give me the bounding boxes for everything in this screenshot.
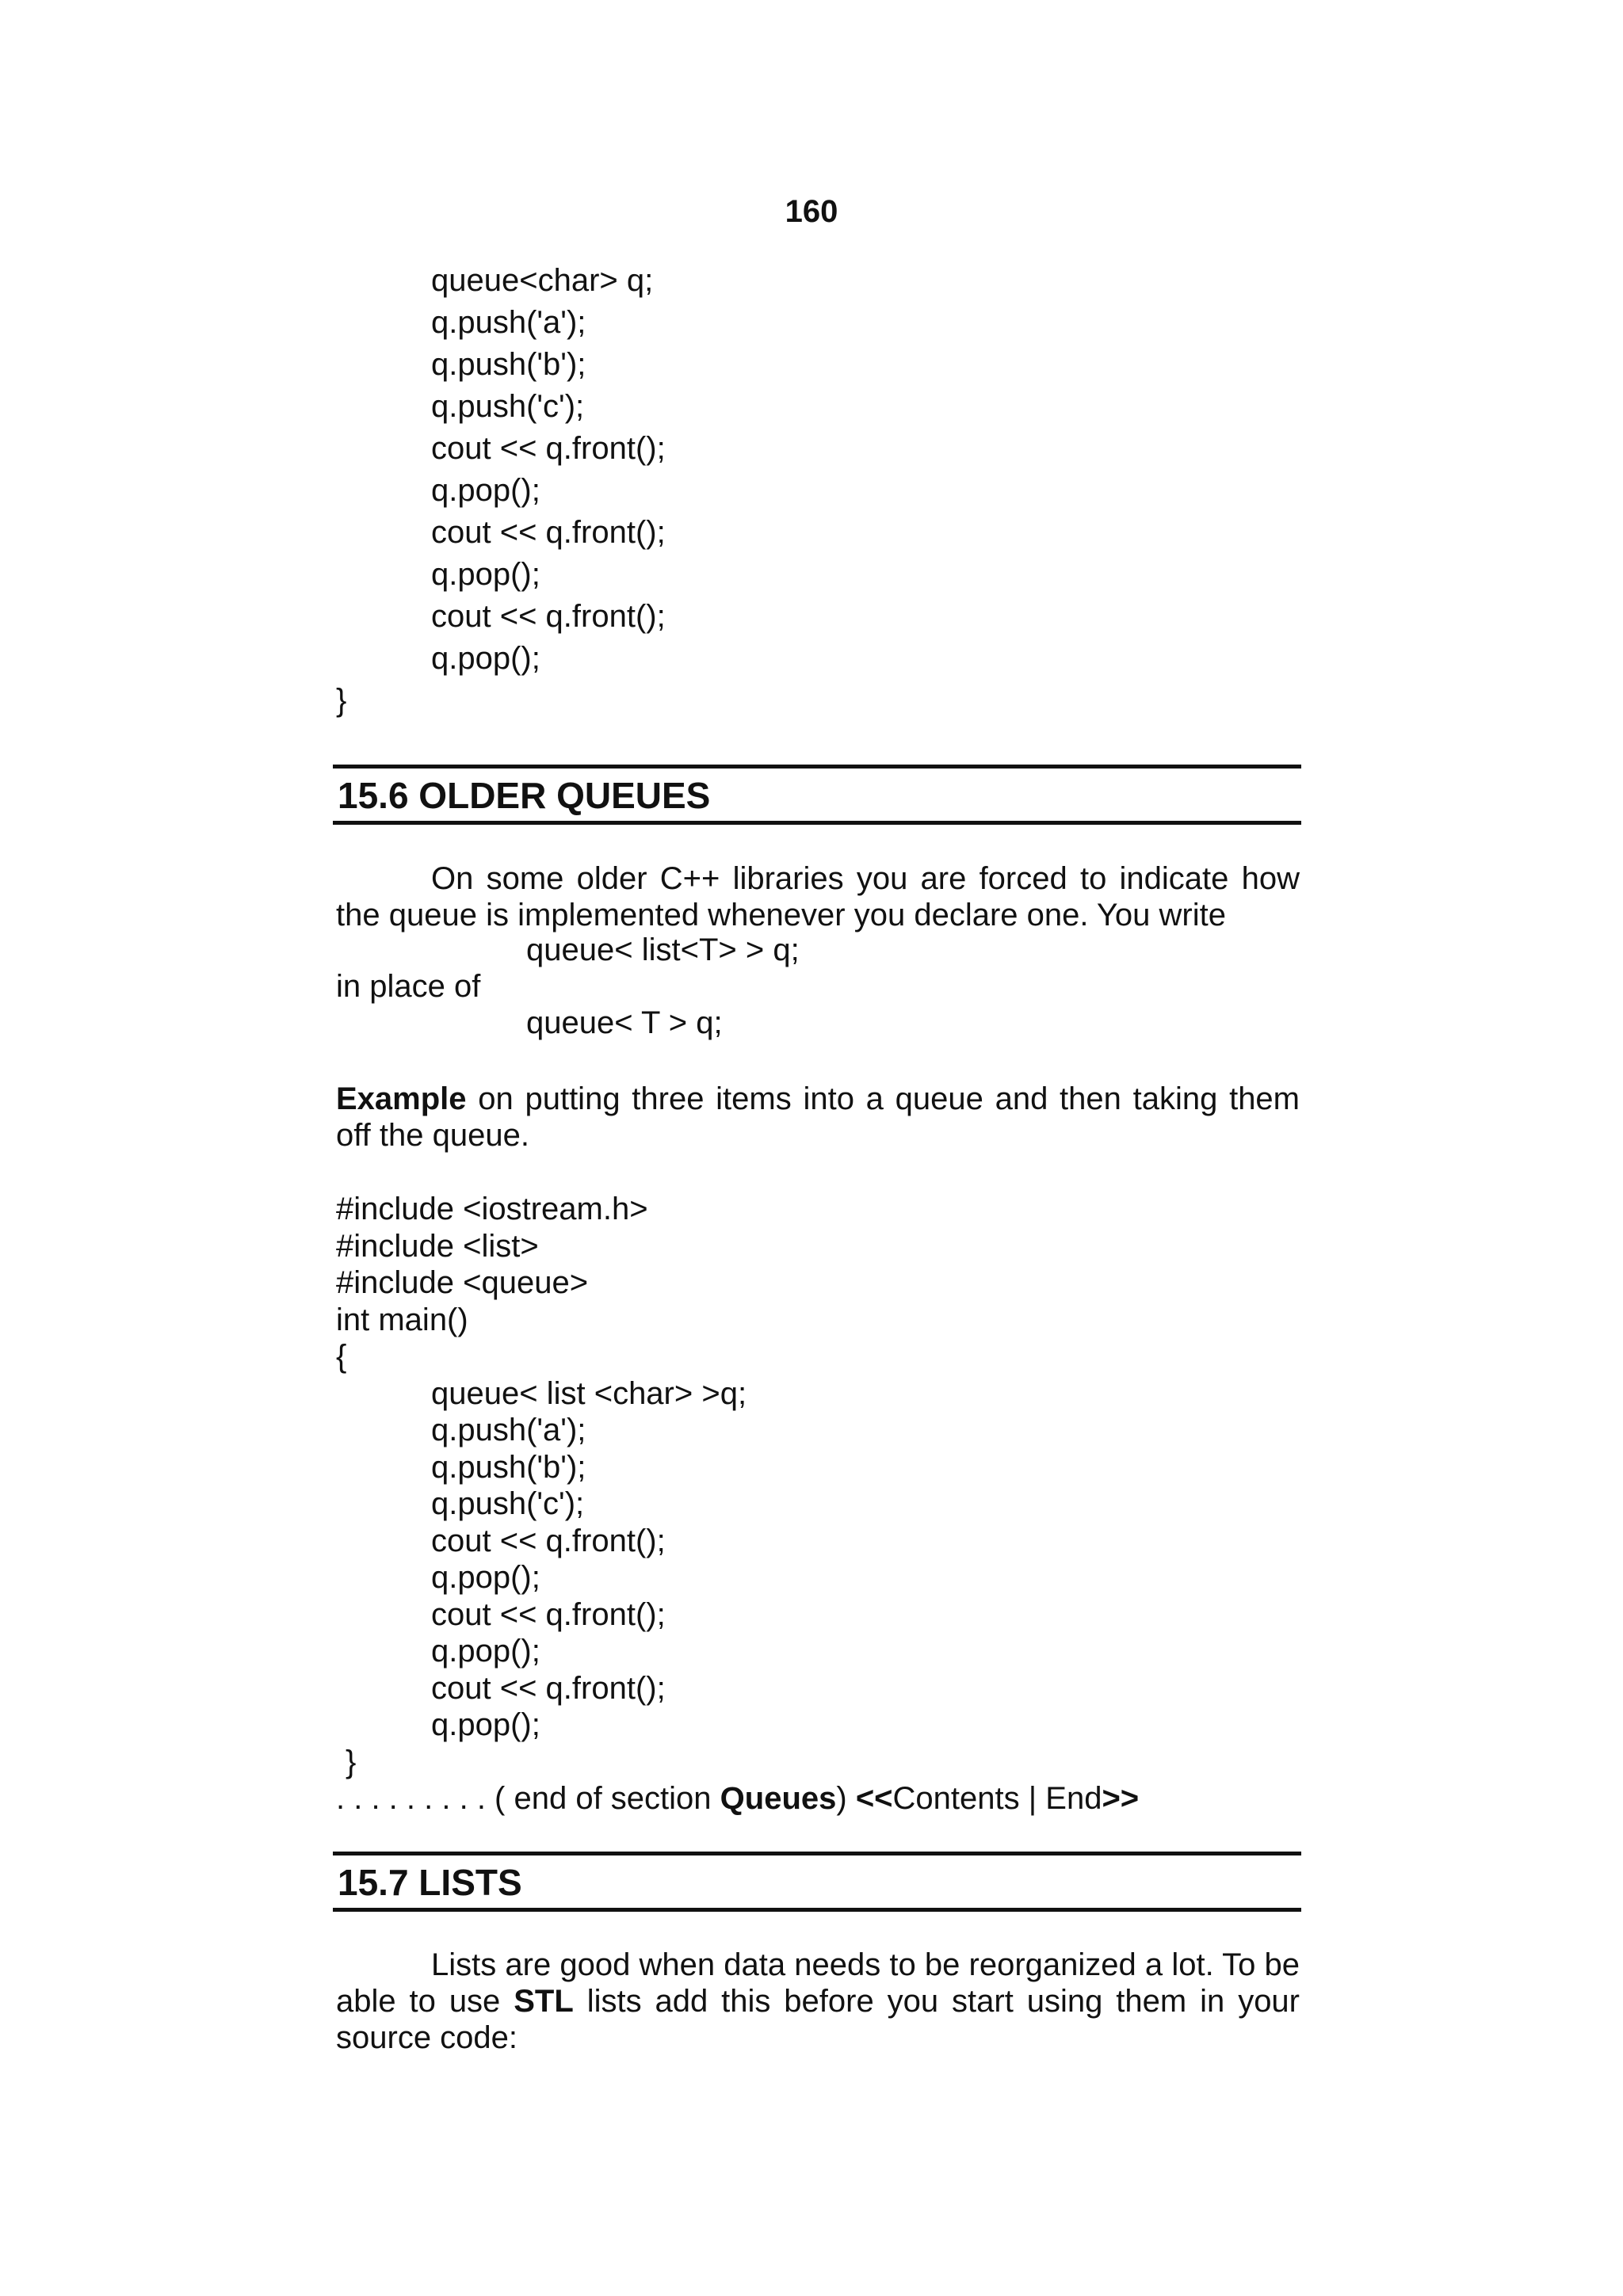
code-line: queue< list<T> > q; [526, 933, 800, 967]
code-line: cout << q.front(); [431, 1670, 666, 1706]
stl-bold: STL [514, 1984, 574, 2019]
nav-close-arrows: >> [1102, 1781, 1140, 1816]
code-line: q.pop(); [431, 1707, 540, 1742]
code-line: q.pop(); [431, 473, 540, 508]
code-line: #include <queue> [336, 1265, 589, 1300]
paragraph-text: On some older C++ libraries you are forced to indicate how the queue is implemented whenever you declare one. You write [336, 861, 1300, 933]
code-line: cout << q.front(); [431, 599, 666, 634]
code-line: queue< T > q; [526, 1005, 723, 1040]
code-line: q.push('c'); [431, 389, 585, 424]
code-block-top [336, 260, 1300, 722]
example-text: on putting three items into a queue and then taking them off the queue. [336, 1081, 1300, 1153]
end-paren: ) [836, 1781, 856, 1816]
code-line: q.push('b'); [431, 1449, 586, 1485]
end-of-section-line [336, 1780, 1300, 1817]
end-section-name: Queues [720, 1781, 837, 1816]
code-closing-brace: } [336, 683, 347, 718]
code-line: q.push('b'); [431, 347, 586, 382]
older-queues-paragraph [336, 860, 1300, 933]
nav-open-arrows: << [855, 1781, 893, 1816]
code-line: q.push('a'); [431, 305, 586, 340]
code-line: int main() [336, 1302, 468, 1337]
example-paragraph [336, 1081, 1300, 1154]
section-heading-lists: 15.7 LISTS [333, 1852, 1301, 1912]
example-label: Example [336, 1081, 467, 1116]
code-line: q.push('a'); [431, 1413, 586, 1447]
section-heading-older-queues: 15.6 OLDER QUEUES [333, 765, 1301, 825]
paragraph-text [336, 1947, 1300, 2056]
nav-contents-link[interactable]: Contents [892, 1781, 1020, 1816]
code-closing-brace: } [346, 1744, 357, 1779]
code-line: cout << q.front(); [431, 1523, 666, 1558]
code-block-example [336, 1191, 1300, 1817]
page-number: 160 [785, 194, 838, 229]
code-line: { [336, 1339, 347, 1374]
code-line: cout << q.front(); [431, 515, 666, 550]
nav-separator: | [1019, 1781, 1046, 1816]
code-line: q.pop(); [431, 641, 540, 676]
nav-end-link[interactable]: End [1045, 1781, 1102, 1816]
end-dots: . . . . . . . . . ( end of section [336, 1781, 720, 1816]
code-line: #include <list> [336, 1228, 539, 1264]
paragraph-text-part1: Lists are good when data needs to be reorganized a lot. To be able to use [336, 1947, 1300, 2019]
code-line: cout << q.front(); [431, 431, 666, 466]
code-line: cout << q.front(); [431, 1596, 666, 1632]
lists-paragraph [336, 1947, 1300, 2056]
code-line: queue<char> q; [431, 263, 654, 298]
paragraph-text-part2: lists add this before you start using them in your source code: [336, 1984, 1300, 2055]
text-line: in place of [336, 969, 481, 1004]
code-line: q.pop(); [431, 1634, 540, 1669]
code-line: q.pop(); [431, 557, 540, 592]
code-line: q.pop(); [431, 1560, 540, 1595]
code-line: q.push('c'); [431, 1486, 585, 1521]
declaration-example [336, 932, 1300, 1041]
code-line: #include <iostream.h> [336, 1192, 648, 1226]
code-line: queue< list <char> >q; [431, 1375, 747, 1411]
